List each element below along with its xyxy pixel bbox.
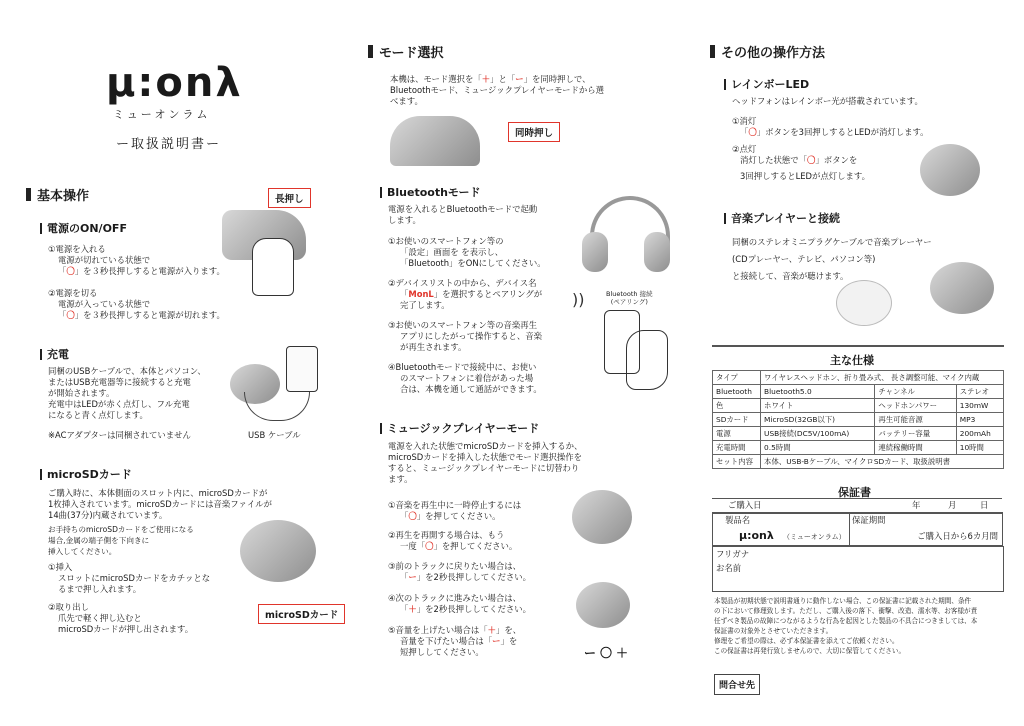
microsd-line: 場合,金属の端子側を下向きに (48, 536, 150, 545)
headphone-player-image (572, 490, 632, 544)
minus-icon: ー (584, 646, 601, 660)
section-basic (26, 185, 89, 204)
manual-title: ー取扱説明書ー (116, 137, 222, 152)
charge-line: 同梱のUSBケーブルで、本体とパソコン、 (48, 366, 206, 376)
bluetooth-intro (388, 204, 537, 226)
power-on-action (48, 266, 225, 277)
spec-row (713, 385, 1004, 399)
usb-cable-label: USB ケーブル (248, 430, 301, 440)
player-connect-title: 音楽プレイヤーと接続 (731, 212, 841, 225)
text: 」を押してください。 (433, 541, 518, 551)
product-reading: （ミューオンラム） (783, 533, 846, 541)
section-mode (368, 42, 443, 61)
microsd-insert (48, 562, 210, 595)
text: 」を2秒長押ししてください。 (416, 572, 531, 582)
subsection-rainbow (724, 76, 809, 92)
spec-row (713, 427, 1004, 441)
bluetooth-line: 「Bluetooth」をONにしてください。 (400, 258, 546, 268)
power-title: 電源のON/OFF (47, 222, 127, 235)
bluetooth-line: 完了します。 (400, 300, 450, 310)
text: 本機は、モード選択を「 (390, 74, 482, 84)
circle-icon: 〇 (600, 646, 617, 660)
spec-key: ヘッドホンパワー (875, 399, 956, 413)
subsection-marker (380, 187, 382, 198)
bluetooth-line: アプリにしたがって操作すると、音楽 (400, 331, 543, 341)
text: ⑤音量を上げたい場合は「 (388, 625, 488, 635)
simultaneous-press-callout: 同時押し (508, 122, 560, 142)
phone-bluetooth-label (606, 290, 653, 306)
text: 一度「 (400, 541, 426, 551)
subsection-player-connect (724, 210, 840, 226)
spec-key: チャンネル (875, 385, 956, 399)
spec-value: MP3 (956, 413, 1003, 427)
microsd-text (48, 488, 272, 521)
section-marker (368, 45, 373, 58)
text: 」ボタンを (815, 155, 858, 165)
spec-divider (712, 345, 1004, 347)
rainbow-on-heading: ②点灯 (732, 144, 757, 154)
subsection-bluetooth (380, 184, 480, 200)
day-label: 日 (980, 500, 989, 510)
warranty-note-line: この保証書は再発行致しませんので、大切に保管してください。 (714, 647, 906, 655)
plus-button-icon: ＋ (408, 604, 417, 614)
usb-cable-image (244, 392, 310, 421)
power-off-heading: ②電源を切る (48, 288, 98, 298)
power-on-heading: ①電源を入れる (48, 244, 106, 254)
mode-intro (390, 74, 604, 107)
spec-row (713, 371, 1004, 385)
purchase-date-label: ご購入日 (728, 500, 762, 510)
spec-value: MicroSD(32GB以下) (761, 413, 875, 427)
minus-button-icon: ー (408, 572, 417, 582)
subsection-marker (40, 349, 42, 360)
rainbow-intro: ヘッドフォンはレインボー光が搭載されています。 (732, 96, 923, 106)
brand-logo: µ:onλ (106, 60, 243, 106)
power-on-step (48, 244, 225, 277)
subsection-marker (724, 79, 726, 90)
microsd-line: るまで押し入れます。 (58, 584, 142, 594)
circle-button-icon: 〇 (807, 155, 816, 165)
plus-icon: ＋ (616, 646, 633, 660)
subsection-marker (40, 469, 42, 480)
text: 音量を下げたい場合は「 (400, 636, 493, 646)
headphone-microsd-image (240, 520, 316, 582)
bluetooth-line: 合は、本機を通して通話ができます。 (400, 384, 542, 394)
spec-key: 色 (713, 399, 761, 413)
section-basic-title: 基本操作 (37, 189, 90, 204)
spec-value: ワイヤレスヘッドホン、折り畳み式、 長さ調整可能、マイク内蔵 (761, 371, 1004, 385)
rainbow-off (732, 116, 929, 138)
power-button-icon: 〇 (66, 266, 75, 276)
spec-value: ステレオ (956, 385, 1003, 399)
spec-key: 充電時間 (713, 441, 761, 455)
section-mode-title: モード選択 (379, 46, 444, 61)
microsd-line: 1枚挿入されています。microSDカードには音楽ファイルが (48, 499, 272, 509)
circle-button-icon: 〇 (425, 541, 434, 551)
mode-intro-line: Bluetoothモード、ミュージックプレイヤーモードから選 (390, 85, 605, 95)
rainbow-on (732, 144, 870, 182)
spec-value: 10時間 (956, 441, 1003, 455)
mode-intro-line (390, 74, 604, 85)
plus-icon: ＋ (481, 74, 491, 84)
microsd-insert-heading: ①挿入 (48, 562, 73, 572)
music-player-line: 「ー」を2秒長押ししてください。 (400, 572, 531, 582)
spec-key: SDカード (713, 413, 761, 427)
bluetooth-step-3 (388, 320, 542, 353)
section-marker (26, 188, 31, 201)
music-player-step-1 (388, 500, 521, 522)
spec-key: セット内容 (713, 455, 761, 469)
microsd-title: microSDカード (47, 468, 132, 481)
bluetooth-line: ④Bluetoothモードで接続中に、お使い (388, 362, 537, 372)
subsection-marker (380, 423, 382, 434)
music-player-step-2 (388, 530, 517, 552)
spec-title: 主な仕様 (830, 354, 874, 367)
music-player-line (388, 625, 521, 636)
microsd-line: 14曲(37分)内蔵されています。 (48, 510, 168, 520)
microsd-line: スロットにmicroSDカードをカチッとな (58, 573, 211, 583)
long-press-callout: 長押し (268, 188, 311, 208)
year-label: 年 (912, 500, 921, 510)
rainbow-off-heading: ①消灯 (732, 116, 757, 126)
spec-value: Bluetooth5.0 (761, 385, 875, 399)
music-player-line: ます。 (388, 474, 413, 484)
text: 」を押してください。 (416, 511, 501, 521)
spec-row (713, 455, 1004, 469)
bluetooth-line: ①お使いのスマートフォン等の (388, 236, 504, 246)
charge-note: ※ACアダプターは同梱されていません (48, 430, 191, 440)
section-other-title: その他の操作方法 (721, 46, 826, 61)
text: 」を３秒長押しすると電源が切れます。 (74, 310, 225, 320)
finger-illustration (252, 238, 294, 296)
music-player-line: 電源を入れた状態でmicroSDカードを挿入するか、 (388, 441, 583, 451)
music-player-line: 「〇」を押してください。 (400, 511, 501, 521)
circle-button-icon: 〇 (408, 511, 417, 521)
warranty-note-line: 修理をご希望の際は、必ず本保証書を添えてご依頼ください。 (714, 637, 899, 645)
microsd-remove-heading: ②取り出し (48, 602, 90, 612)
signal-icon: )) (572, 290, 585, 309)
power-off-action (48, 310, 225, 321)
player-line: 同梱のステレオミニプラグケーブルで音楽プレーヤー (732, 237, 932, 247)
spec-value: 200mAh (956, 427, 1003, 441)
subsection-marker (40, 223, 42, 234)
microsd-line: 挿入してください。 (48, 547, 117, 556)
text: 」を2秒長押ししてください。 (416, 604, 531, 614)
text: 「 (58, 310, 67, 320)
warranty-note-line: の下において修理致します。ただし、ご購入後の落下、衝撃、改造、濡水等、お客様が責 (714, 607, 978, 615)
usb-adapter-image (286, 346, 318, 392)
music-player-line (388, 636, 521, 647)
microsd-remove (48, 602, 193, 635)
warranty-product-cell (712, 512, 850, 546)
bluetooth-line (388, 289, 542, 300)
music-player-line (388, 541, 517, 552)
player-line: (CDプレーヤー、テレビ、パソコン等) (732, 254, 876, 264)
rainbow-title: レインボーLED (731, 78, 810, 91)
device-name: MonL (408, 289, 434, 299)
music-player-intro (388, 441, 582, 485)
phone-label: (ペアリング) (610, 298, 648, 306)
bluetooth-step-2 (388, 278, 542, 311)
warranty-note-line: 任ずべき製品の故障につながるような行為を起因とした製品の不具合につきましては、本 (714, 617, 978, 625)
spec-key: 連続稼働時間 (875, 441, 956, 455)
music-player-line: ③前のトラックに戻りたい場合は、 (388, 561, 521, 571)
subsection-microsd (40, 466, 132, 482)
spec-row (713, 413, 1004, 427)
text: 「 (400, 289, 409, 299)
month-label: 月 (948, 500, 957, 510)
microsd-text2 (48, 524, 194, 557)
spec-value: ホワイト (761, 399, 875, 413)
contact-box: 問合せ先 (714, 674, 760, 695)
charge-title: 充電 (47, 348, 69, 361)
microsd-line: 爪先で軽く押し込むと (58, 613, 142, 623)
minus-button-icon: ー (492, 636, 501, 646)
charge-line: 充電中はLEDが赤く点灯し、フル充電 (48, 399, 190, 409)
text: 」を (500, 636, 518, 646)
music-player-step-5 (388, 625, 521, 658)
music-player-line: 短押ししてください。 (400, 647, 484, 657)
music-player-line: ④次のトラックに進みたい場合は、 (388, 593, 521, 603)
music-player-line: 「＋」を2秒長押ししてください。 (400, 604, 531, 614)
bluetooth-line: ②デバイスリストの中から、デバイス名 (388, 278, 537, 288)
warranty-note-line: 保証書の対象外とさせていただきます。 (714, 627, 833, 635)
bluetooth-line: 「設定」画面を を表示し、 (400, 247, 504, 257)
music-player-line: ①音楽を再生中に一時停止するには (388, 500, 522, 510)
charge-line: が開始されます。 (48, 388, 115, 398)
product-logo: µ:onλ (739, 529, 774, 542)
charge-line: またはUSB充電器等に接続すると充電 (48, 377, 191, 387)
warranty-title: 保証書 (838, 486, 871, 499)
power-off-step (48, 288, 225, 321)
period-label: 保証期間 (852, 515, 886, 525)
bluetooth-line: 電源を入れるとBluetoothモードで起動 (388, 204, 538, 214)
plus-button-icon: ＋ (487, 625, 497, 635)
mode-intro-line: べます。 (390, 96, 423, 106)
music-player-line: すると、ミュージックプレイヤーモードに切替わり (388, 463, 580, 473)
charge-line: になると青く点灯します。 (48, 410, 148, 420)
minus-icon: ー (515, 74, 524, 84)
spec-table (712, 370, 1004, 469)
button-legend (584, 644, 632, 661)
hand-illustration (626, 330, 668, 390)
microsd-callout: microSDカード (258, 604, 345, 624)
text: 」を選択するとペアリングが (433, 289, 543, 299)
spec-value: USB接続(DC5V/100mA) (761, 427, 875, 441)
section-other (710, 42, 825, 61)
music-player-step-3 (388, 561, 531, 583)
spec-key: バッテリー容量 (875, 427, 956, 441)
spec-key: タイプ (713, 371, 761, 385)
text: 消灯した状態で「 (740, 155, 807, 165)
name-label: お名前 (716, 563, 742, 573)
cd-player-image (836, 280, 892, 326)
spec-row (713, 399, 1004, 413)
period-value: ご購入日から6カ月間 (917, 531, 998, 541)
text: 」を３秒長押しすると電源が入ります。 (74, 266, 225, 276)
headphone-buttons-image (390, 116, 480, 166)
product-name-label: 製品名 (725, 515, 751, 525)
warranty-note-line: 本製品が初期状態で説明書通りに動作しない場合、この保証書に記載された期間、条件 (714, 597, 972, 605)
subsection-music-player (380, 420, 539, 436)
rainbow-line (732, 155, 870, 166)
rainbow-line: 3回押しするとLEDが点灯します。 (740, 171, 870, 181)
warranty-name-cell (712, 546, 1004, 592)
spec-key: 電源 (713, 427, 761, 441)
subsection-power (40, 220, 127, 236)
power-on-line: 電源が切れている状態で (58, 255, 151, 265)
furigana-label: フリガナ (716, 549, 750, 559)
spec-key: 再生可能音源 (875, 413, 956, 427)
bluetooth-title: Bluetoothモード (387, 186, 481, 199)
section-marker (710, 45, 715, 58)
subsection-marker (724, 213, 726, 224)
spec-row (713, 441, 1004, 455)
bluetooth-line: のスマートフォンに着信があった場 (400, 373, 534, 383)
brand-reading: ミューオンラム (113, 108, 211, 121)
power-button-icon: 〇 (66, 310, 75, 320)
microsd-line: ご購入時に、本体側面のスロット内に、microSDカードが (48, 488, 268, 498)
bluetooth-line: ③お使いのスマートフォン等の音楽再生 (388, 320, 538, 330)
spec-value: 0.5時間 (761, 441, 875, 455)
text: 」ボタンを3回押しするとLEDが消灯します。 (756, 127, 929, 137)
bluetooth-step-1 (388, 236, 546, 269)
power-off-line: 電源が入っている状態で (58, 299, 151, 309)
headphone-volume-image (576, 582, 630, 628)
music-player-title: ミュージックプレイヤーモード (387, 422, 540, 435)
rainbow-line: 「〇」ボタンを3回押しするとLEDが消灯します。 (740, 127, 929, 137)
music-player-step-4 (388, 593, 531, 615)
charge-text (48, 366, 206, 421)
bluetooth-step-4 (388, 362, 542, 395)
player-line: と接続して、音楽が聴けます。 (732, 271, 849, 281)
text: 「 (58, 266, 67, 276)
bluetooth-line: が再生されます。 (400, 342, 467, 352)
phone-label: Bluetooth 接続 (606, 290, 653, 298)
headphone-led-image (920, 144, 980, 196)
music-player-line: ②再生を再開する場合は、もう (388, 530, 505, 540)
circle-button-icon: 〇 (748, 127, 757, 137)
headphone-cable-image (930, 262, 994, 314)
music-player-line: microSDカードを挿入した状態でモード選択操作を (388, 452, 583, 462)
warranty-notes (714, 596, 977, 656)
headphones-illustration (582, 196, 672, 276)
spec-key: Bluetooth (713, 385, 761, 399)
microsd-line: microSDカードが押し出されます。 (58, 624, 194, 634)
text: 」を同時押しで、 (523, 74, 591, 84)
spec-value: 本体、USB-Bケーブル、マイクロSDカード、取扱説明書 (761, 455, 1004, 469)
player-connect-text (732, 234, 932, 285)
microsd-line: お手持ちのmicroSDカードをご使用になる (48, 525, 194, 534)
subsection-charge (40, 346, 69, 362)
bluetooth-line: します。 (388, 215, 421, 225)
text: 」と「 (490, 74, 516, 84)
warranty-period-cell (848, 512, 1003, 546)
spec-value: 130mW (956, 399, 1003, 413)
text: 」を、 (496, 625, 522, 635)
